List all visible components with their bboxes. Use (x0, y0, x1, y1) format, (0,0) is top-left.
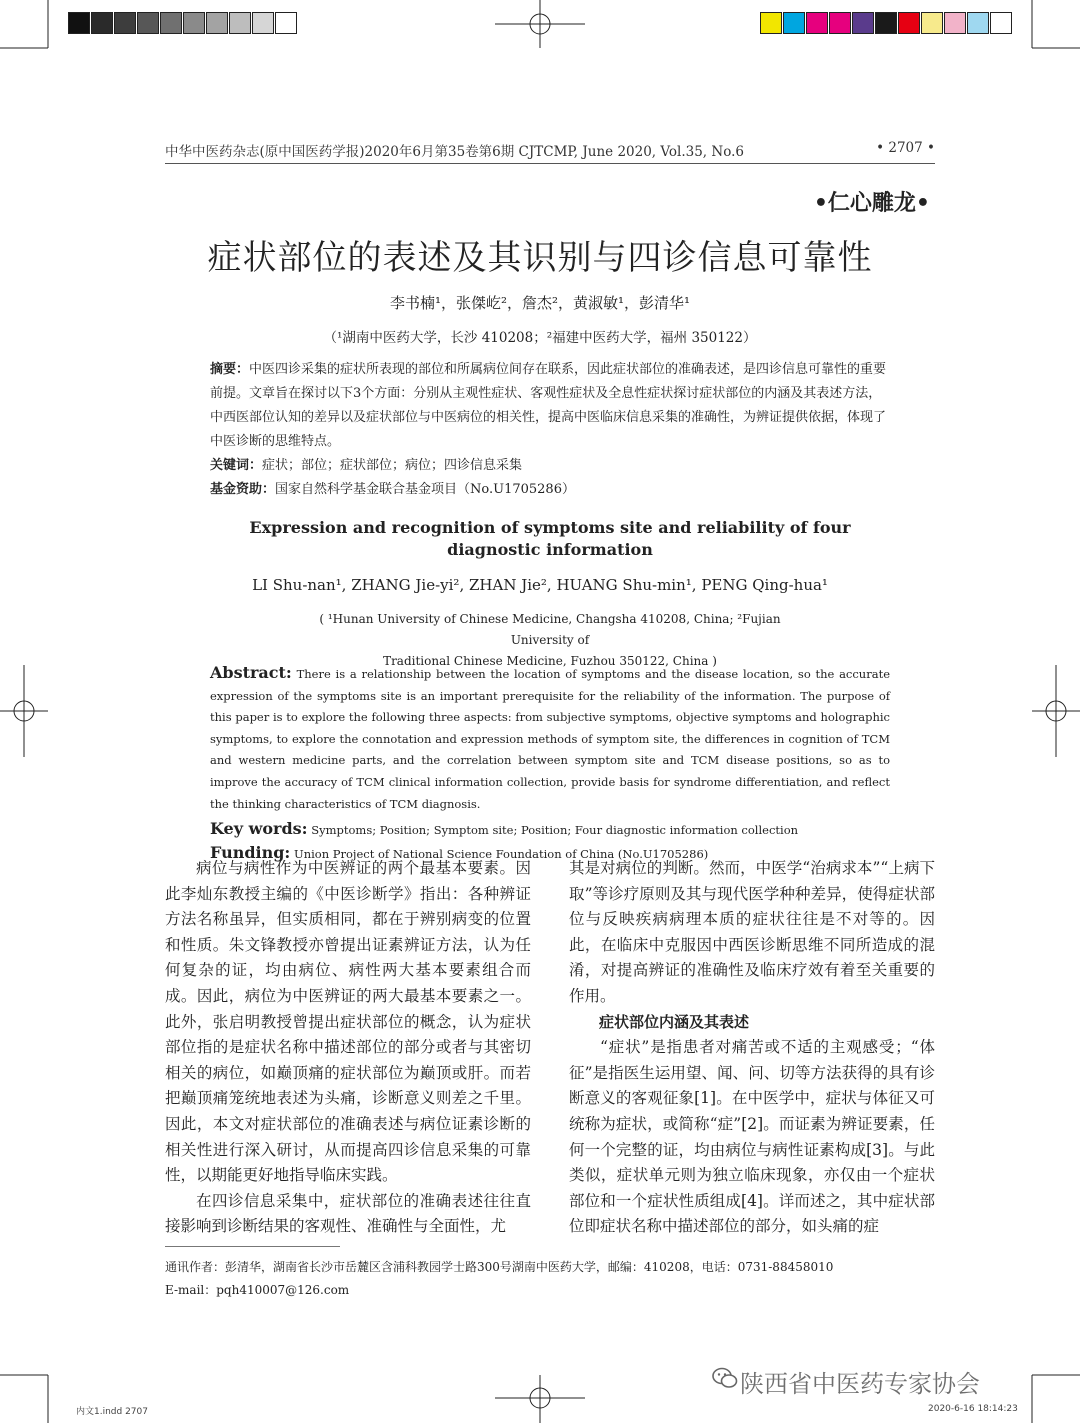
funding-zh-label: 基金资助： (210, 482, 276, 497)
page-number: • 2707 • (876, 140, 935, 156)
keywords-zh (210, 454, 890, 478)
wechat-icon (712, 1366, 738, 1390)
footnote-rule (165, 1246, 340, 1247)
running-header (165, 140, 935, 160)
header-journal: 中华中医药杂志(原中国医药学报)2020年6月第35卷第6期 CJTCMP, June 2020, Vol.35, No.6 (165, 144, 744, 160)
keywords-zh-text: 症状；部位；症状部位；病位；四诊信息采集 (262, 458, 523, 473)
body-paragraph: 病位与病性作为中医辨证的两个最基本要素。因此李灿东教授主编的《中医诊断学》指出：各种辨证方法名称虽异，但实质相同，都在于辨别病变的位置和性质。朱文锋教授亦曾提出证素辨证方法，认为任何复杂的证，均由病位、病性两大基本要素组合而成。因此，病位为中医辨证的两大最基本要素之一。此外，张启明教授曾提出症状部位的概念，认为症状部位指的是症状名称中描述部位的部分或者与其密切相关的病位，如巅顶痛的症状部位为巅顶或肝。而若把巅顶痛笼统地表述为头痛，诊断意义则差之千里。因此，本文对症状部位的准确表述与病位证素诊断的相关性进行深入研讨，从而提高四诊信息采集的可靠性，以期能更好地指导临床实践。 (165, 859, 531, 1185)
footnote-email: E-mail：pqh410007@126.com (165, 1283, 350, 1297)
english-affiliation-line2: Traditional Chinese Medicine, Fuzhou 350122, China ) (383, 654, 717, 668)
article-title: 症状部位的表述及其识别与四诊信息可靠性 (207, 238, 873, 278)
english-affiliation-line1: ( ¹Hunan University of Chinese Medicine, Changsha 410208, China; ²Fujian University of (319, 612, 781, 647)
funding-zh-text: 国家自然科学基金联合基金项目（No.U1705286） (275, 482, 575, 497)
english-abstract (210, 662, 890, 865)
body-paragraph: “症状”是指患者对痛苦或不适的主观感受；“体征”是指医生运用望、闻、问、切等方法获得的具有诊断意义的客观征象[1]。在中医学中，症状与体征又可统称为症状，或简称“症”[2]。而证素为辨证要素，任何一个完整的证，均由病位与病性证素构成[3]。与此类似，症状单元则为独立临床现象，亦仅由一个症状部位和一个症状性质组成[4]。详而述之，其中症状部位即症状名称中描述部位的部分，如头痛的症 (569, 1038, 935, 1236)
english-keywords-text: Symptoms; Position; Symptom site; Position; Four diagnostic information collection (311, 823, 799, 838)
english-abstract-body (210, 662, 890, 815)
body-left-column (165, 856, 531, 1240)
abstract-zh-text: 中医四诊采集的症状所表现的部位和所属病位间存在联系，因此症状部位的准确表述，是四诊信息可靠性的重要前提。文章旨在探讨以下3个方面：分别从主观性症状、客观性症状及全息性症状探讨症状部位的内涵及其表述方法，中西医部位认知的差异以及症状部位与中医病位的相关性，提高中医临床信息采集的准确性，为辨证提供依据，体现了中医诊断的思维特点。 (210, 362, 887, 449)
header-rule (165, 163, 935, 164)
body-paragraph: 在四诊信息采集中，症状部位的准确表述往往直接影响到诊断结果的客观性、准确性与全面性，尤 (165, 1191, 531, 1236)
watermark: 陕西省中医药专家协会 (740, 1370, 980, 1398)
footnote-correspondence: 通讯作者：彭清华，湖南省长沙市岳麓区含浦科教园学士路300号湖南中医药大学，邮编：410208，电话：0731-88458010 (165, 1260, 834, 1274)
affiliation-zh: （¹湖南中医药大学，长沙 410208；²福建中医药大学，福州 350122） (323, 330, 757, 346)
abstract-zh-label: 摘要： (210, 362, 250, 377)
english-title: Expression and recognition of symptoms site and reliability of four diagnostic information (249, 518, 851, 559)
english-abstract-text: There is a relationship between the location of symptoms and the disease location, so the accurate expression of the symptoms site is an important prerequisite for the reliability of the information. The purpose of this paper is to explore the following three aspects: from subjective symptoms, objective symptoms and holographic symptoms, to explore the connotation and expression methods of symptom site, the differences in cognition of TCM and western medicine parts, and the correlation between symptom site and TCM disease positions, so as to improve the accuracy of TCM clinical information collection, provide basis for syndrome differentiation, and reflect the thinking characteristics of TCM diagnosis. (210, 667, 890, 811)
column-tag: •仁心雕龙• (813, 191, 930, 216)
slug-timestamp: 2020-6-16 18:14:23 (928, 1404, 1018, 1414)
english-authors: LI Shu-nan¹, ZHANG Jie-yi², ZHAN Jie², HUANG Shu-min¹, PENG Qing-hua¹ (252, 576, 828, 594)
english-abstract-label: Abstract: (210, 663, 292, 682)
english-funding-label: Funding: (210, 842, 291, 862)
authors-zh: 李书楠¹，张傑屹²，詹杰²，黄淑敏¹，彭清华¹ (389, 294, 691, 312)
slug-file: 内文1.indd 2707 (76, 1407, 148, 1417)
section-heading: 症状部位内涵及其表述 (599, 1012, 750, 1031)
english-funding-text: Union Project of National Science Foundation of China (No.U1705286) (294, 846, 709, 861)
body-right-column (569, 856, 935, 1240)
footnote (165, 1256, 935, 1302)
funding-zh (210, 478, 890, 502)
abstract-zh-body (210, 358, 890, 454)
english-keywords-label: Key words: (210, 819, 308, 839)
english-keywords (210, 818, 890, 842)
keywords-zh-label: 关键词： (210, 458, 263, 473)
abstract-zh (210, 358, 890, 502)
body-paragraph: 其是对病位的判断。然而，中医学“治病求本”“上病下取”等诊疗原则及其与现代医学种种差异，使得症状部位与反映疾病病理本质的症状往往是不对等的。因此，在临床中克服因中西医诊断思维不同所造成的混淆，对提高辨证的准确性及临床疗效有着至关重要的作用。 (569, 859, 935, 1005)
